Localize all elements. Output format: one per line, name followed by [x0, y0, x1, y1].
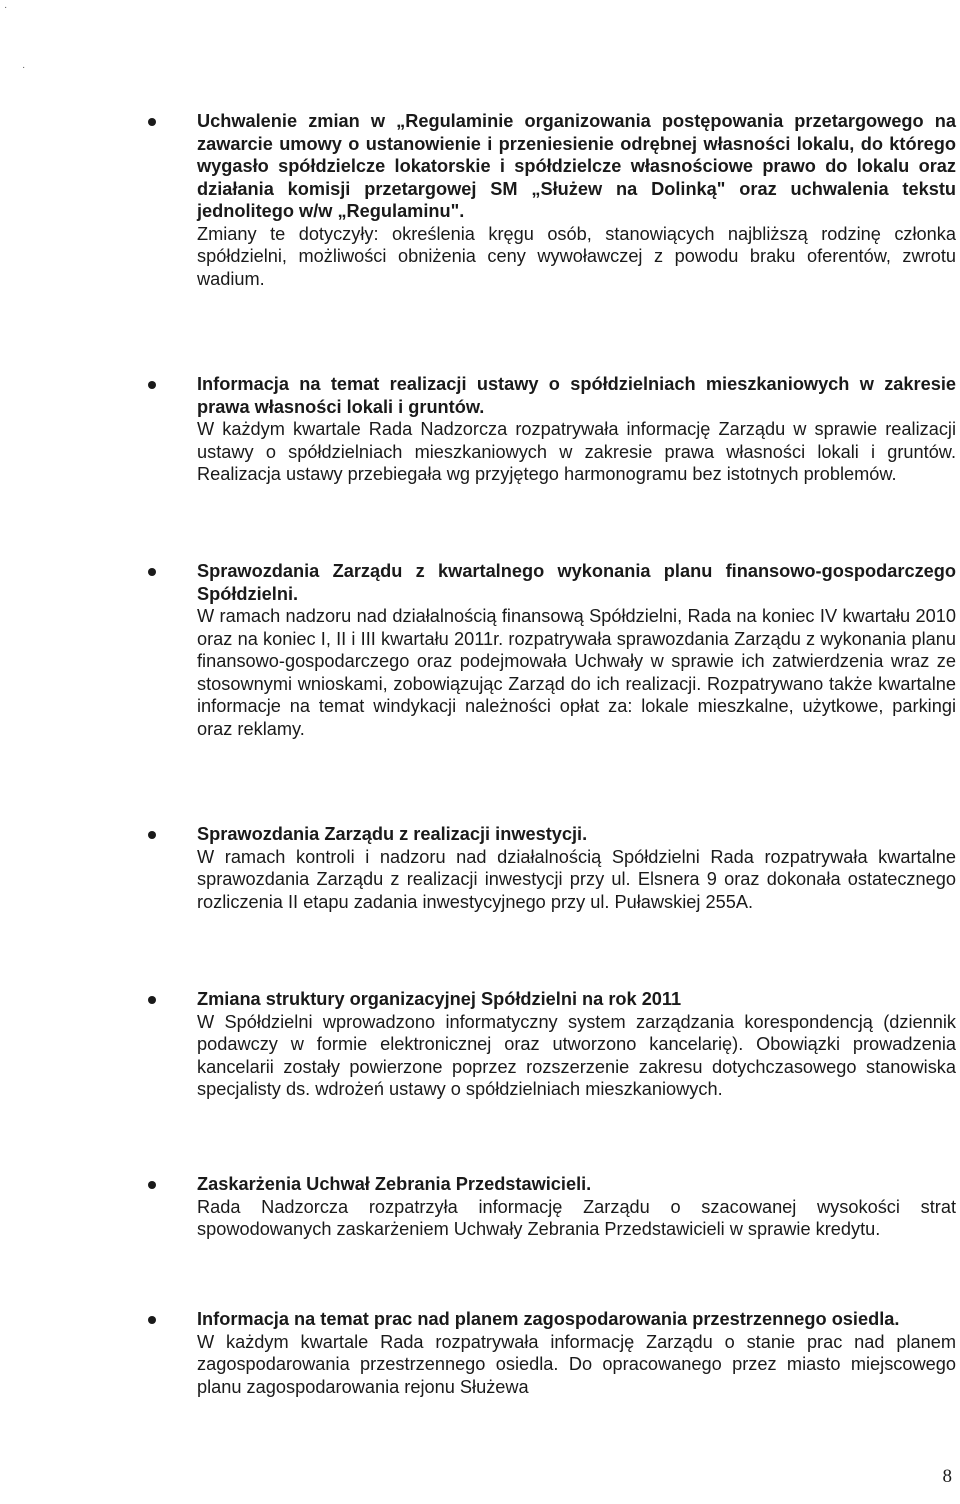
section-heading: Informacja na temat prac nad planem zagospodarowania przestrzennego osiedla.: [197, 1309, 900, 1329]
section-body: Zmiany te dotyczyły: określenia kręgu osób, stanowiących najbliższą rodzinę członka spółdzielni, możliwości obniżenia ceny wywoławczej z powodu braku oferentów, zwrotu wadium.: [197, 223, 956, 289]
bullet-icon: [148, 831, 156, 839]
section-content: [197, 823, 956, 913]
section-heading: Zaskarżenia Uchwał Zebrania Przedstawicieli.: [197, 1174, 592, 1194]
scan-mark: ·: [22, 62, 26, 73]
bullet-icon: [148, 1181, 156, 1189]
section-heading: Zmiana struktury organizacyjnej Spółdzielni na rok 2011: [197, 989, 682, 1009]
section-body: W każdym kwartale Rada Nadzorcza rozpatrywała informację Zarządu w sprawie realizacji ustawy o spółdzielniach mieszkaniowych w zakresie prawa własności lokali i gruntów. Realizacja ustawy przebiegała wg przyjętego harmonogramu bez istotnych problemów.: [197, 419, 956, 484]
section-heading: Uchwalenie zmian w „Regulaminie organizowania postępowania przetargowego na zawarcie umowy o ustanowienie i przeniesienie odrębnej własności lokalu, do którego wygasło spółdzielcze lokatorskie i spółdzielcze własnościowe prawo do lokalu oraz działania komisji przetargowej SM „Służew na Dolinką" oraz uchwalenia tekstu jednolitego w/w „Regulaminu".: [197, 111, 956, 221]
section-body: Rada Nadzorcza rozpatrzyła informację Zarządu o szacowanej wysokości strat spowodowanych zaskarżeniem Uchwały Zebrania Przedstawicieli w sprawie kredytu.: [197, 1196, 956, 1239]
section-content: [197, 988, 956, 1101]
section-content: [197, 560, 956, 740]
page-number: 8: [942, 1466, 952, 1487]
bullet-icon: [148, 118, 156, 126]
section-content: [197, 1308, 956, 1398]
section-content: [197, 373, 956, 486]
section-body: W każdym kwartale Rada rozpatrywała informację Zarządu o stanie prac nad planem zagospodarowania przestrzennego osiedla. Do opracowanego przez miasto miejscowego planu zagospodarowania rejonu Służewa: [197, 1331, 956, 1397]
section-body: W ramach nadzoru nad działalnością finansową Spółdzielni, Rada na koniec IV kwartału 2010 oraz na koniec I, II i III kwartału 2011r. rozpatrywała sprawozdania Zarządu z wykonania planu finansowo-gospodarczego oraz podejmowała Uchwały w sprawie ich zatwierdzenia wraz ze stosownymi wnioskami, zobowiązując Zarząd do ich realizacji. Rozpatrywano także kwartalne informacje na temat windykacji należności opłat za: lokale mieszkalne, użytkowe, parkingi oraz reklamy.: [197, 606, 956, 739]
bullet-icon: [148, 568, 156, 576]
bullet-icon: [148, 381, 156, 389]
section-heading: Sprawozdania Zarządu z realizacji inwestycji.: [197, 824, 588, 844]
section-content: [197, 1173, 956, 1241]
bullet-icon: [148, 996, 156, 1004]
section-body: W Spółdzielni wprowadzono informatyczny system zarządzania korespondencją (dziennik podawczy w formie elektronicznej oraz utworzono kancelarię). Obowiązki prowadzenia kancelarii zostały powierzone poprzez rozszerzenie zakresu dotychczasowego stanowiska specjalisty ds. wdrożeń ustawy o spółdzielniach mieszkaniowych.: [197, 1011, 956, 1099]
section-heading: Informacja na temat realizacji ustawy o spółdzielniach mieszkaniowych w zakresie prawa własności lokali i gruntów.: [197, 374, 956, 417]
section-content: [197, 110, 956, 290]
section-heading: Sprawozdania Zarządu z kwartalnego wykonania planu finansowo-gospodarczego Spółdzielni.: [197, 561, 956, 604]
bullet-icon: [148, 1316, 156, 1324]
scan-mark: ·: [4, 2, 8, 13]
section-body: W ramach kontroli i nadzoru nad działalnością Spółdzielni Rada rozpatrywała kwartalne sprawozdania Zarządu z realizacji inwestycji przy ul. Elsnera 9 oraz dokonała ostatecznego rozliczenia II etapu zadania inwestycyjnego przy ul. Puławskiej 255A.: [197, 846, 956, 912]
